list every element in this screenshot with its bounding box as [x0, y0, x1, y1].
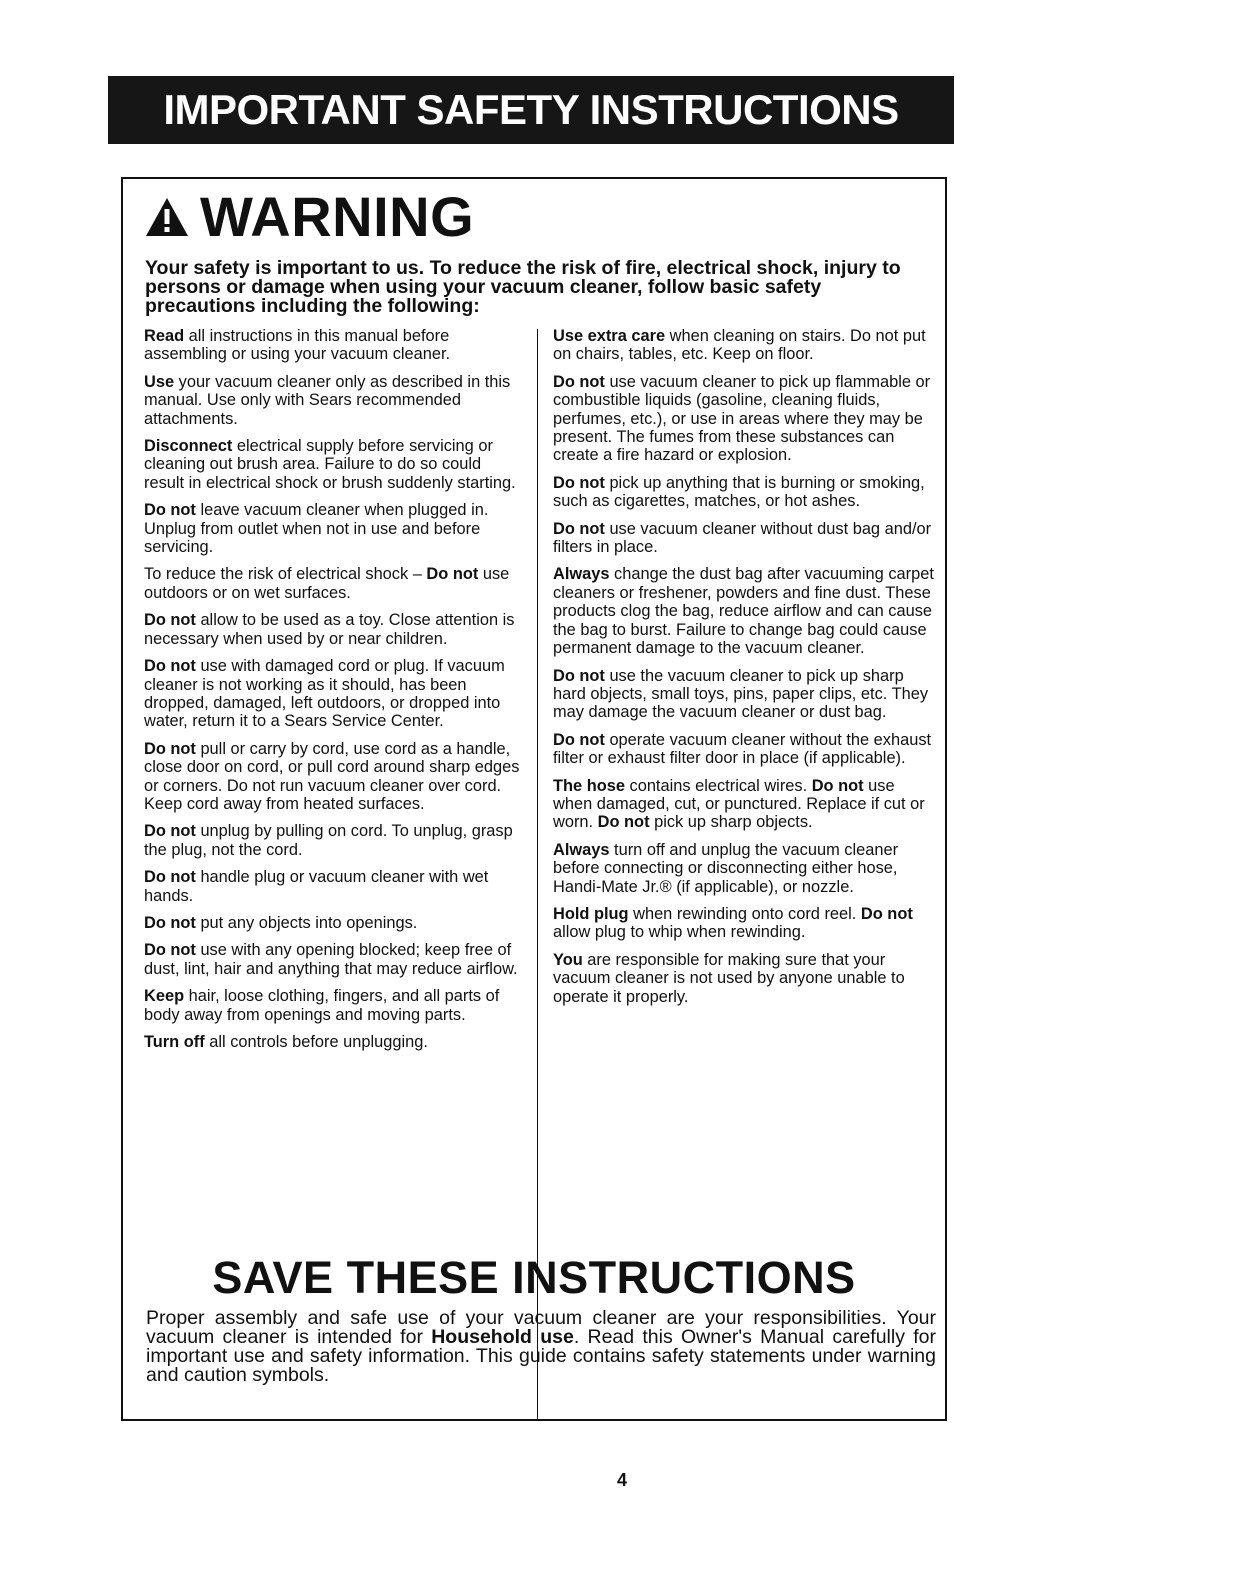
warning-box [121, 177, 947, 1421]
item-lead: Do not [144, 868, 196, 887]
safety-item [553, 565, 938, 657]
safety-item [553, 474, 938, 511]
save-instructions-title: SAVE THESE INSTRUCTIONS [212, 1252, 856, 1303]
item-text: all controls before unplugging. [204, 1033, 428, 1051]
item-lead: Do not [144, 501, 196, 520]
item-text: change the dust bag after vacuuming carpet cleaners or freshener, powders and fine dust. These products clog the bag, reduce airflow and can cause the bag to burst. Failure to change bag could cause permanent damage to the vacuum cleaner. [553, 565, 934, 658]
safety-item [144, 822, 524, 859]
item-text: are responsible for making sure that your vacuum cleaner is not used by anyone unable to operate it properly. [553, 950, 905, 1006]
safety-item [553, 777, 938, 832]
item-lead: Keep [144, 987, 185, 1006]
safety-item [553, 667, 938, 722]
right-column [553, 327, 938, 1015]
item-text: when cleaning on stairs. Do not put on chairs, tables, etc. Keep on floor. [553, 327, 926, 364]
item-lead: Always [553, 840, 610, 859]
safety-item [553, 951, 938, 1006]
safety-item [144, 1033, 524, 1051]
item-lead: Do not [426, 565, 479, 584]
item-text: use outdoors or on wet surfaces. [144, 565, 510, 602]
item-lead: Do not [144, 913, 196, 932]
item-text: handle plug or vacuum cleaner with wet hands. [144, 868, 489, 905]
item-text: use vacuum cleaner without dust bag and/or filters in place. [553, 519, 932, 557]
warning-title: WARNING [200, 185, 475, 248]
item-text: turn off and unplug the vacuum cleaner before connecting or disconnecting either hose, Handi-Mate Jr.® (if applicable), or nozzle. [553, 840, 899, 896]
item-text: allow plug to whip when rewinding. [553, 923, 806, 942]
safety-item [144, 987, 524, 1024]
item-lead: Do not [144, 822, 196, 841]
item-text: electrical supply before servicing or cleaning out brush area. Failure to do so could result in electrical shock or brush suddenly starting. [144, 437, 516, 492]
item-lead: Use [144, 372, 175, 391]
item-text: pull or carry by cord, use cord as a handle, close door on cord, or pull cord around sharp edges or corners. Do not run vacuum cleaner over cord. Keep cord away from heated surfaces. [144, 739, 520, 813]
safety-item [144, 327, 524, 364]
responsibility-text-before: Proper assembly and safe use of your vacuum cleaner are your responsibilities. Your vacuum cleaner is intended for [146, 1307, 936, 1348]
item-lead: Disconnect [144, 437, 233, 456]
item-text: To reduce the risk of electrical shock – [144, 565, 427, 584]
item-lead: Do not [811, 776, 864, 795]
safety-item [144, 501, 524, 556]
item-lead: Do not [553, 666, 605, 685]
item-lead: Do not [144, 657, 196, 676]
item-text: use with damaged cord or plug. If vacuum cleaner is not working as it should, has been dropped, damaged, left outdoors, or dropped into water, return it to a Sears Service Center. [144, 657, 505, 731]
safety-item [144, 565, 524, 602]
item-lead: Always [553, 565, 610, 584]
item-lead: Do not [553, 730, 605, 749]
item-lead: You [553, 950, 583, 969]
item-lead: Do not [144, 941, 196, 960]
item-lead: Do not [553, 372, 605, 391]
banner-title: IMPORTANT SAFETY INSTRUCTIONS [163, 86, 899, 133]
safety-item [144, 914, 524, 932]
item-lead: Use extra care [553, 327, 666, 345]
safety-item [144, 657, 524, 731]
safety-item [553, 731, 938, 768]
item-text: hair, loose clothing, fingers, and all parts of body away from openings and moving parts. [144, 987, 500, 1024]
safety-item [144, 373, 524, 428]
item-text: all instructions in this manual before assembling or using your vacuum cleaner. [144, 327, 451, 364]
warning-intro: Your safety is important to us. To reduce the risk of fire, electrical shock, injury to persons or damage when using your vacuum cleaner, follow basic safety precautions including the following: [145, 257, 901, 317]
safety-item [553, 373, 938, 465]
item-text: put any objects into openings. [195, 913, 418, 932]
safety-item [144, 740, 524, 814]
item-text: use when damaged, cut, or punctured. Replace if cut or worn. [553, 776, 925, 832]
item-lead: Do not [597, 813, 650, 832]
item-text: your vacuum cleaner only as described in this manual. Use only with Sears recommended attachments. [144, 372, 511, 428]
item-text: pick up anything that is burning or smoking, such as cigarettes, matches, or hot ashes. [553, 473, 925, 511]
item-text: pick up sharp objects. [649, 813, 813, 832]
item-text: contains electrical wires. [624, 776, 812, 795]
item-text: use vacuum cleaner to pick up flammable or combustible liquids (gasoline, cleaning fluids, perfumes, etc.), or use in areas where they may be present. The fumes from these substances can create a fire hazard or explosion. [553, 372, 931, 465]
safety-banner [108, 76, 954, 144]
warning-triangle-icon [144, 196, 190, 238]
safety-item [144, 868, 524, 905]
page-number: 4 [616, 1470, 627, 1490]
safety-item [144, 611, 524, 648]
item-lead: Do not [553, 519, 605, 538]
item-lead: The hose [553, 776, 625, 795]
item-lead: Do not [553, 473, 605, 492]
item-text: use the vacuum cleaner to pick up sharp hard objects, small toys, pins, paper clips, etc. They may damage the vacuum cleaner or dust bag. [553, 666, 929, 722]
item-text: leave vacuum cleaner when plugged in. Unplug from outlet when not in use and before servicing. [144, 501, 489, 557]
item-text: unplug by pulling on cord. To unplug, grasp the plug, not the cord. [144, 822, 513, 859]
household-use: Household use [431, 1326, 574, 1348]
safety-item [553, 520, 938, 557]
safety-item [144, 437, 524, 492]
safety-item [144, 941, 524, 978]
left-column [144, 327, 524, 1060]
item-lead: Read [144, 327, 185, 345]
item-lead: Do not [144, 739, 196, 758]
item-text: use with any opening blocked; keep free of dust, lint, hair and anything that may reduce airflow. [144, 941, 518, 978]
responsibility-text [146, 1309, 936, 1385]
item-lead: Hold plug [553, 904, 629, 923]
item-text: when rewinding onto cord reel. [628, 904, 861, 923]
item-lead: Do not [860, 904, 913, 923]
item-lead: Do not [144, 611, 196, 630]
warning-header [144, 185, 474, 249]
item-text: operate vacuum cleaner without the exhaust filter or exhaust filter door in place (if applicable). [553, 730, 932, 768]
safety-item [553, 841, 938, 896]
safety-item [553, 905, 938, 942]
responsibility-text-after: . Read this Owner's Manual carefully for important use and safety information. This guide contains safety statements under warning and caution symbols. [146, 1326, 936, 1386]
item-text: allow to be used as a toy. Close attention is necessary when used by or near children. [144, 611, 515, 648]
item-lead: Turn off [144, 1033, 205, 1051]
safety-item [553, 327, 938, 364]
